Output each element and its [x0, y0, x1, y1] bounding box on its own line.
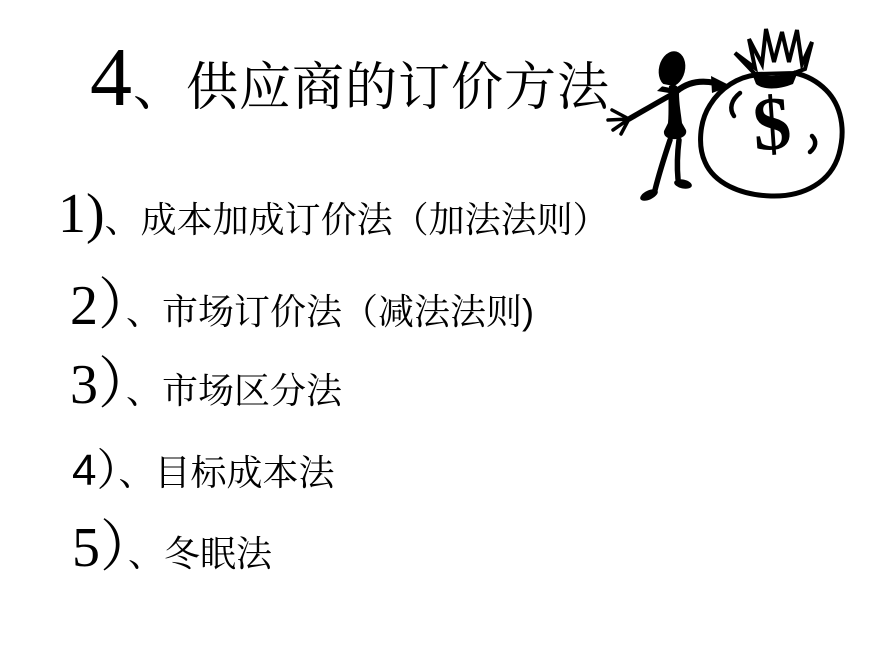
money-bag-crown	[735, 29, 812, 74]
page-title	[90, 31, 611, 124]
list-item-1-number: 1)	[58, 183, 105, 245]
list-item-2	[70, 274, 534, 338]
list-item-5-text: 、冬眠法	[128, 533, 273, 574]
list-item-5-number: 5）	[72, 517, 128, 579]
figure-right-arm	[677, 82, 715, 91]
figure-left-hand	[608, 110, 629, 134]
title-text: 、供应商的订价方法	[133, 59, 611, 117]
list-item-1-text: 、成本加成订价法（加法法则）	[104, 199, 609, 240]
list-item-1	[58, 182, 609, 246]
list-item-3-text: 、市场区分法	[126, 370, 343, 411]
list-item-4-text: 、目标成本法	[118, 452, 335, 493]
list-item-3-number: 3）	[70, 354, 126, 416]
list-item-2-text: 、市场订价法（减法法则)	[126, 291, 534, 332]
list-item-4-number: 4）	[72, 446, 119, 495]
list-item-5	[72, 516, 272, 580]
person-money-bag-icon	[598, 20, 848, 210]
figure-right-leg	[677, 140, 679, 179]
title-number: 4	[90, 31, 133, 124]
list-item-3	[70, 353, 342, 417]
dollar-sign: $	[750, 80, 794, 168]
figure-left-arm	[629, 95, 671, 119]
figure-left-leg	[655, 140, 670, 190]
list-item-2-number: 2）	[70, 275, 126, 337]
list-item-4	[72, 439, 335, 503]
